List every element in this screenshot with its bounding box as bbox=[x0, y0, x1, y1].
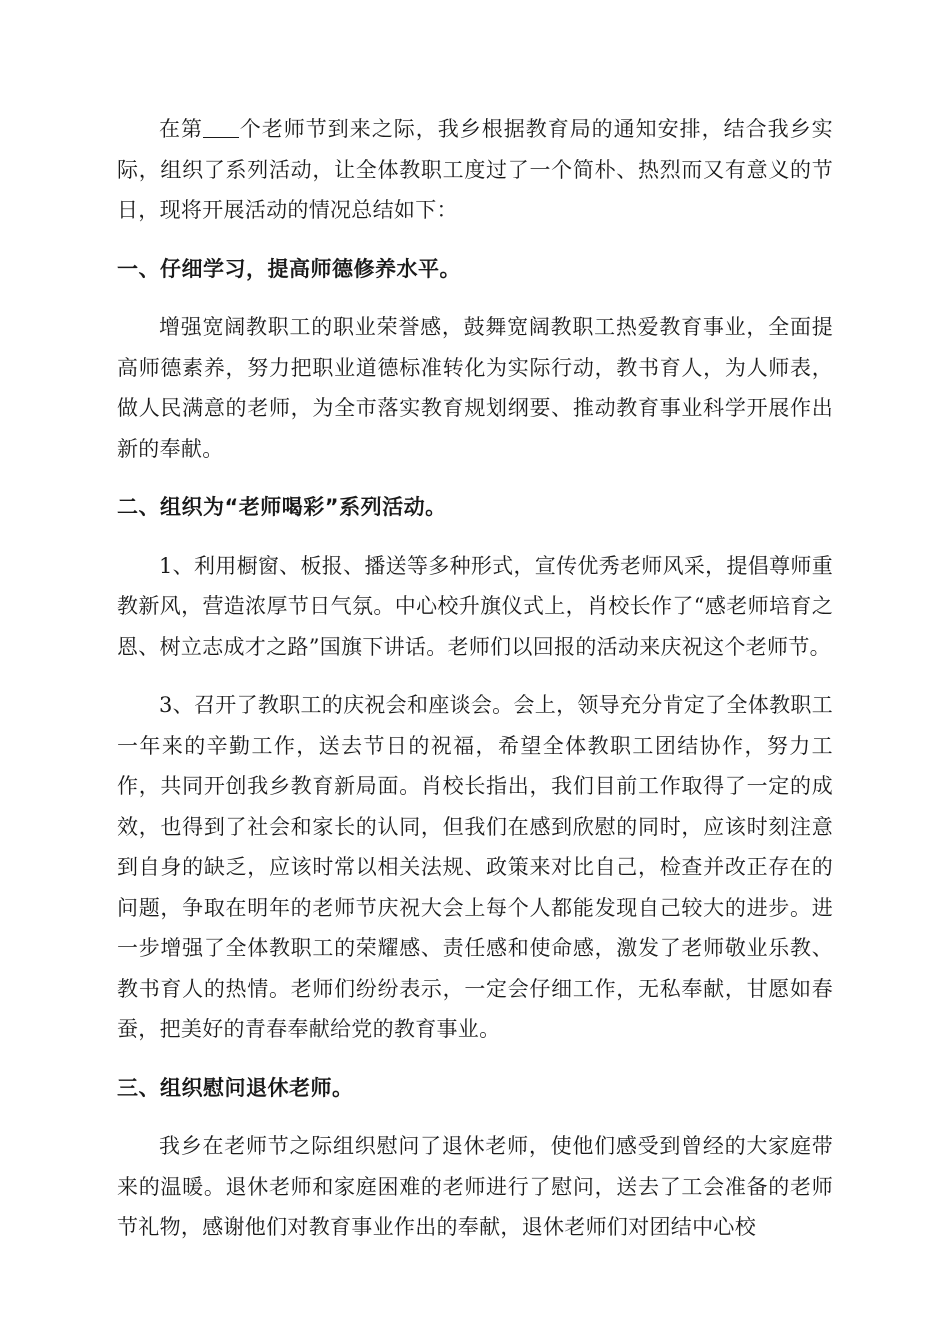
section-1-heading: 一、仔细学习，提高师德修养水平。 bbox=[117, 256, 461, 281]
intro-text-rest: 个老师节到来之际，我乡根据教育局的通知安排，结合我乡实际，组织了系列活动，让全体教职工度过了一个简朴、热烈而又有意义的节日，现将开展活动的情况总结如下： bbox=[117, 117, 833, 222]
section-2-item-1: 1、利用橱窗、板报、播送等多种形式，宣传优秀老师风采，提倡尊师重教新风，营造浓厚节日气氛。中心校升旗仪式上，肖校长作了“感老师培育之恩、树立志成才之路”国旗下讲话。老师们以回报的活动来庆祝这个老师节。 bbox=[117, 553, 833, 659]
section-3-heading: 三、组织慰问退休老师。 bbox=[117, 1075, 354, 1100]
section-3-paragraph: 我乡在老师节之际组织慰问了退休老师，使他们感受到曾经的大家庭带来的温暖。退休老师和家庭困难的老师进行了慰问，送去了工会准备的老师节礼物，感谢他们对教育事业作出的奉献，退休老师们对团结中心校 bbox=[117, 1134, 833, 1239]
fill-in-blank bbox=[203, 115, 239, 138]
section-2-item-3: 3、召开了教职工的庆祝会和座谈会。会上，领导充分肯定了全体教职工一年来的辛勤工作，送去节日的祝福，希望全体教职工团结协作，努力工作，共同开创我乡教育新局面。肖校长指出，我们目前工作取得了一定的成效，也得到了社会和家长的认同，但我们在感到欣慰的同时，应该时刻注意到自身的缺乏，应该时常以相关法规、政策来对比自己，检查并改正存在的问题，争取在明年的老师节庆祝大会上每个人都能发现自己较大的进步。进一步增强了全体教职工的荣耀感、责任感和使命感，激发了老师敬业乐教、教书育人的热情。老师们纷纷表示，一定会仔细工作，无私奉献，甘愿如春蚕，把美好的青春奉献给党的教育事业。 bbox=[117, 693, 833, 1041]
section-1-paragraph: 增强宽阔教职工的职业荣誉感，鼓舞宽阔教职工热爱教育事业，全面提高师德素养，努力把职业道德标准转化为实际行动，教书育人，为人师表，做人民满意的老师，为全市落实教育规划纲要、推动教育事业科学开展作出新的奉献。 bbox=[117, 315, 833, 461]
section-2-heading: 二、组织为“老师喝彩”系列活动。 bbox=[117, 495, 447, 519]
intro-paragraph bbox=[117, 109, 833, 231]
intro-text-start: 在第 bbox=[159, 117, 203, 141]
document-body bbox=[117, 109, 833, 1266]
